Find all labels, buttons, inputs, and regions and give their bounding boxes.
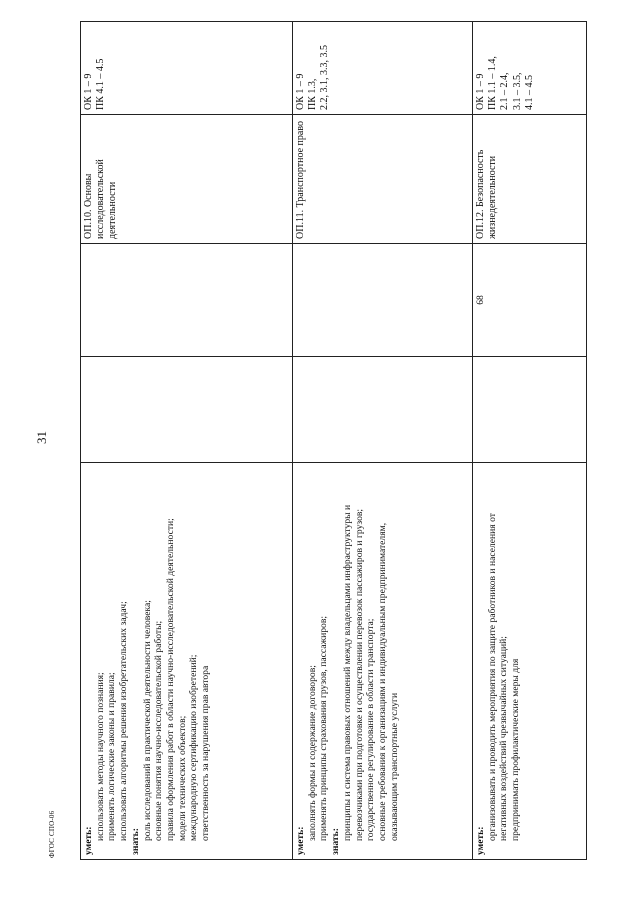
requirement-item: государственное регулирование в области транспорта; xyxy=(365,618,377,841)
competencies-cell xyxy=(473,22,587,115)
competency-code: ПК 1.1 – 1.4, xyxy=(487,56,499,110)
competency-code: ОК 1 – 9 xyxy=(475,73,486,110)
empty-cell xyxy=(81,357,293,463)
requirement-item: применять принципы страхования грузов, пассажиров; xyxy=(318,615,330,841)
page-number: 31 xyxy=(34,431,49,444)
section-label: уметь: xyxy=(295,826,306,855)
requirements-cell xyxy=(473,463,587,860)
competency-code: ОК 1 – 9 xyxy=(295,73,306,110)
discipline-cell: ОП.12. Безопасность жизнедеятельности xyxy=(473,115,587,244)
requirement-item: роль исследований в практической деятельности человека; xyxy=(141,600,153,841)
competencies-cell xyxy=(81,22,293,115)
table-row xyxy=(293,22,473,860)
rotated-table-container xyxy=(80,40,586,860)
competency-code: 2.2, 3.1, 3.3, 3.5 xyxy=(319,45,331,110)
requirement-item: предпринимать профилактические меры для xyxy=(510,658,522,841)
requirement-item: основные требования к организациям и индивидуальным предпринимателям, оказывающим транспортные услуги xyxy=(376,522,400,841)
requirement-item: модели технических объектов; xyxy=(176,715,188,841)
requirement-item: международную сертификацию изобретений; xyxy=(188,654,200,841)
empty-cell xyxy=(293,357,473,463)
competency-code: ПК 4.1 – 4.5 xyxy=(95,58,107,110)
requirement-item: ответственность за нарушения прав автора xyxy=(200,665,212,841)
requirement-item: основные понятия научно-исследовательской работы; xyxy=(153,620,165,841)
competency-code: 4.1 – 4.5 xyxy=(523,75,535,110)
competency-code: 2.1 – 2.4, xyxy=(499,72,511,110)
discipline-cell: ОП.11. Транспортное право xyxy=(293,115,473,244)
requirement-item: применять логические законы и правила; xyxy=(106,672,118,841)
section-label: знать: xyxy=(129,828,141,855)
hours-cell xyxy=(293,244,473,357)
section-label: уметь: xyxy=(83,826,94,855)
table-row xyxy=(81,22,293,860)
table-row xyxy=(473,22,587,860)
competency-table xyxy=(80,21,587,860)
requirement-item: использовать алгоритмы решения изобретательских задач; xyxy=(118,601,130,841)
section-label: знать: xyxy=(330,828,342,855)
discipline-cell: ОП.10. Основы исследовательской деятельности xyxy=(81,115,293,244)
competencies-cell xyxy=(293,22,473,115)
hours-cell: 68 xyxy=(473,244,587,357)
competency-code: ПК 1.3, xyxy=(307,78,319,110)
requirements-cell xyxy=(81,463,293,860)
hours-cell xyxy=(81,244,293,357)
empty-cell xyxy=(473,357,587,463)
competency-code: 3.1 – 3.5, xyxy=(511,72,523,110)
requirement-item: заполнять формы и содержание договоров; xyxy=(306,665,318,841)
competency-code: ОК 1 – 9 xyxy=(83,73,94,110)
requirement-item: использовать методы научного познания; xyxy=(94,672,106,841)
requirements-cell xyxy=(293,463,473,860)
requirement-item: правила оформления работ в области научно-исследовательской деятельности; xyxy=(164,518,176,841)
document-footer: ФГОС СПО-06 xyxy=(48,810,56,858)
section-label: уметь: xyxy=(475,826,486,855)
requirement-item: принципы и система правовых отношений между владельцами инфраструктуры и перевозчиками при подготовке и осуществлении перевозок пассажиров и грузов; xyxy=(341,504,365,841)
requirement-item: организовывать и проводить мероприятия по защите работников и населения от негативных воздействий чрезвычайных ситуаций; xyxy=(486,513,510,841)
